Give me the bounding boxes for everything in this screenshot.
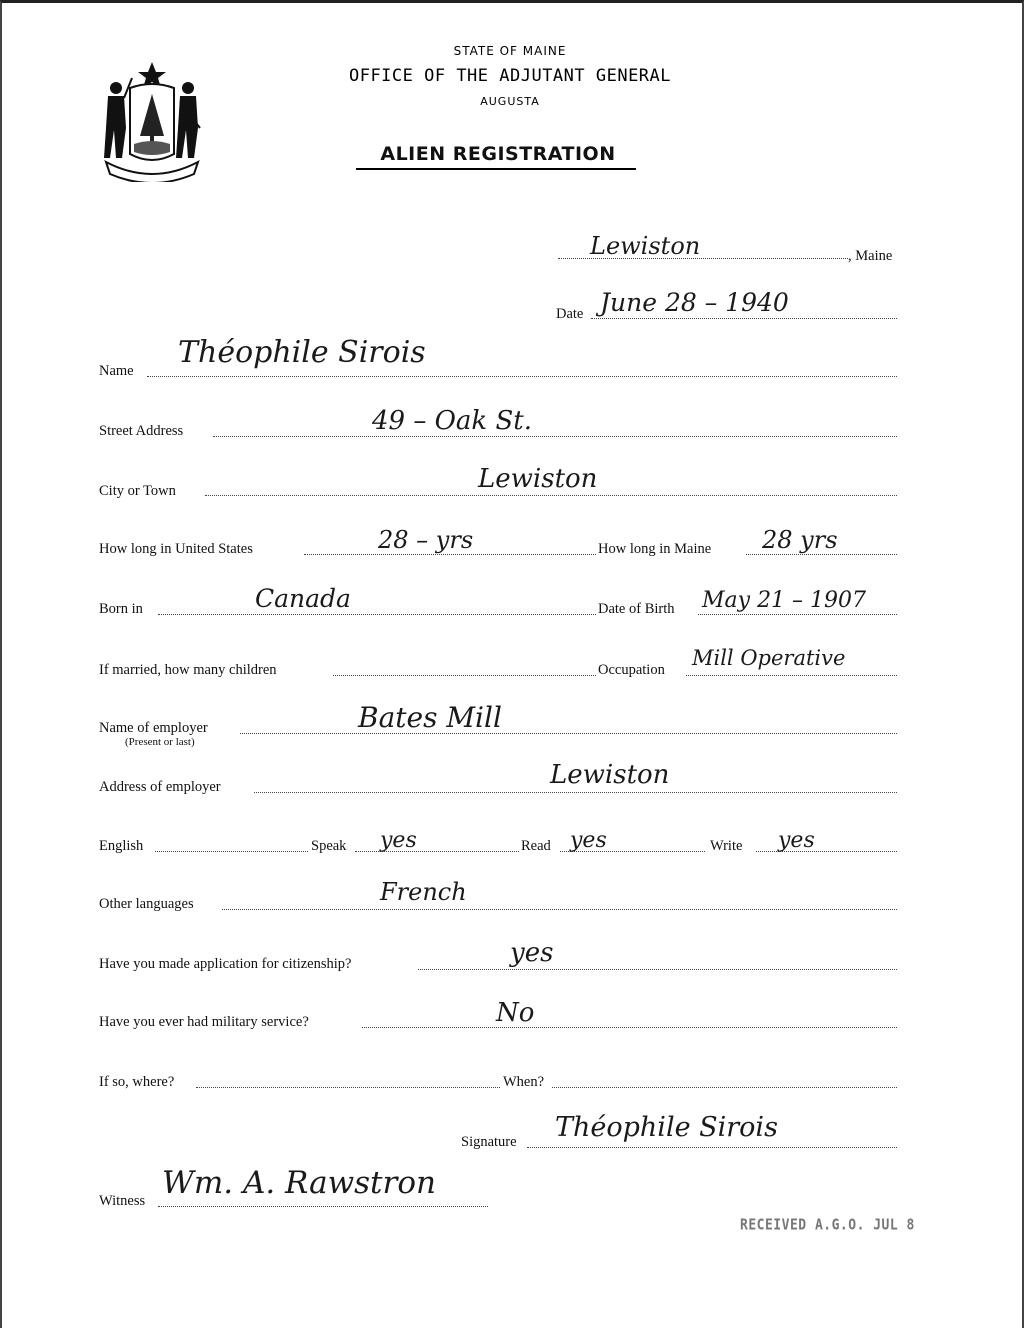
military-value: No — [496, 998, 535, 1028]
born-in-value: Canada — [255, 584, 351, 613]
place-value: Lewiston — [590, 232, 701, 260]
employer-address-label: Address of employer — [99, 779, 221, 795]
name-line — [147, 376, 897, 377]
english-label: English — [99, 838, 144, 854]
when-line — [552, 1087, 897, 1088]
place-suffix: , Maine — [848, 248, 893, 264]
date-value: June 28 – 1940 — [600, 288, 789, 317]
name-value: Théophile Sirois — [178, 335, 426, 370]
dob-value: May 21 – 1907 — [702, 588, 867, 613]
witness-label: Witness — [99, 1193, 146, 1209]
dob-line — [698, 614, 897, 615]
citizenship-value: yes — [510, 938, 554, 968]
employer-address-line — [254, 792, 897, 793]
witness-line — [158, 1206, 488, 1207]
citizenship-label: Have you made application for citizenship? — [99, 956, 352, 972]
signature-line — [527, 1147, 897, 1148]
speak-value: yes — [380, 828, 417, 853]
city-label: City or Town — [99, 483, 176, 499]
born-in-line — [158, 614, 596, 615]
years-us-value: 28 – yrs — [378, 526, 474, 554]
military-line — [362, 1027, 897, 1028]
street-label: Street Address — [99, 423, 184, 439]
received-stamp: RECEIVED A.G.O. JUL 8 — [740, 1216, 915, 1235]
occupation-label: Occupation — [598, 662, 665, 678]
date-line — [591, 318, 897, 319]
years-us-label: How long in United States — [99, 541, 253, 557]
office-heading: OFFICE OF THE ADJUTANT GENERAL — [348, 66, 672, 86]
employer-value: Bates Mill — [358, 701, 502, 734]
other-languages-label: Other languages — [99, 896, 194, 912]
where-line — [196, 1087, 500, 1088]
occupation-value: Mill Operative — [692, 646, 846, 670]
years-maine-value: 28 yrs — [762, 526, 838, 554]
occupation-line — [686, 675, 897, 676]
maine-state-seal-icon — [100, 58, 204, 182]
street-value: 49 – Oak St. — [372, 406, 532, 436]
when-label: When? — [503, 1074, 545, 1090]
born-in-label: Born in — [99, 601, 143, 617]
employer-sublabel: (Present or last) — [125, 736, 195, 748]
date-label: Date — [556, 306, 584, 322]
other-languages-value: French — [380, 878, 467, 906]
employer-line — [240, 733, 897, 734]
where-label: If so, where? — [99, 1074, 175, 1090]
read-label: Read — [521, 838, 551, 854]
military-label: Have you ever had military service? — [99, 1014, 309, 1030]
signature-value: Théophile Sirois — [555, 1112, 778, 1143]
years-us-line — [304, 554, 596, 555]
form-title: ALIEN REGISTRATION — [380, 143, 616, 165]
city-value: Lewiston — [478, 464, 598, 494]
citizenship-line — [418, 969, 897, 970]
witness-value: Wm. A. Rawstron — [162, 1165, 436, 1201]
city-heading: AUGUSTA — [480, 95, 540, 108]
street-line — [213, 436, 897, 437]
write-value: yes — [778, 828, 815, 853]
title-underline — [356, 168, 636, 170]
dob-label: Date of Birth — [598, 601, 675, 617]
children-label: If married, how many children — [99, 662, 277, 678]
name-label: Name — [99, 363, 134, 379]
city-line — [205, 495, 897, 496]
other-languages-line — [222, 909, 897, 910]
english-line — [155, 851, 308, 852]
years-maine-line — [746, 554, 897, 555]
children-line — [333, 675, 596, 676]
signature-label: Signature — [461, 1134, 517, 1150]
employer-label: Name of employer — [99, 720, 208, 736]
read-value: yes — [570, 828, 607, 853]
years-maine-label: How long in Maine — [598, 541, 712, 557]
state-heading: STATE OF MAINE — [453, 44, 567, 58]
write-label: Write — [710, 838, 743, 854]
employer-address-value: Lewiston — [550, 760, 670, 790]
speak-label: Speak — [311, 838, 347, 854]
